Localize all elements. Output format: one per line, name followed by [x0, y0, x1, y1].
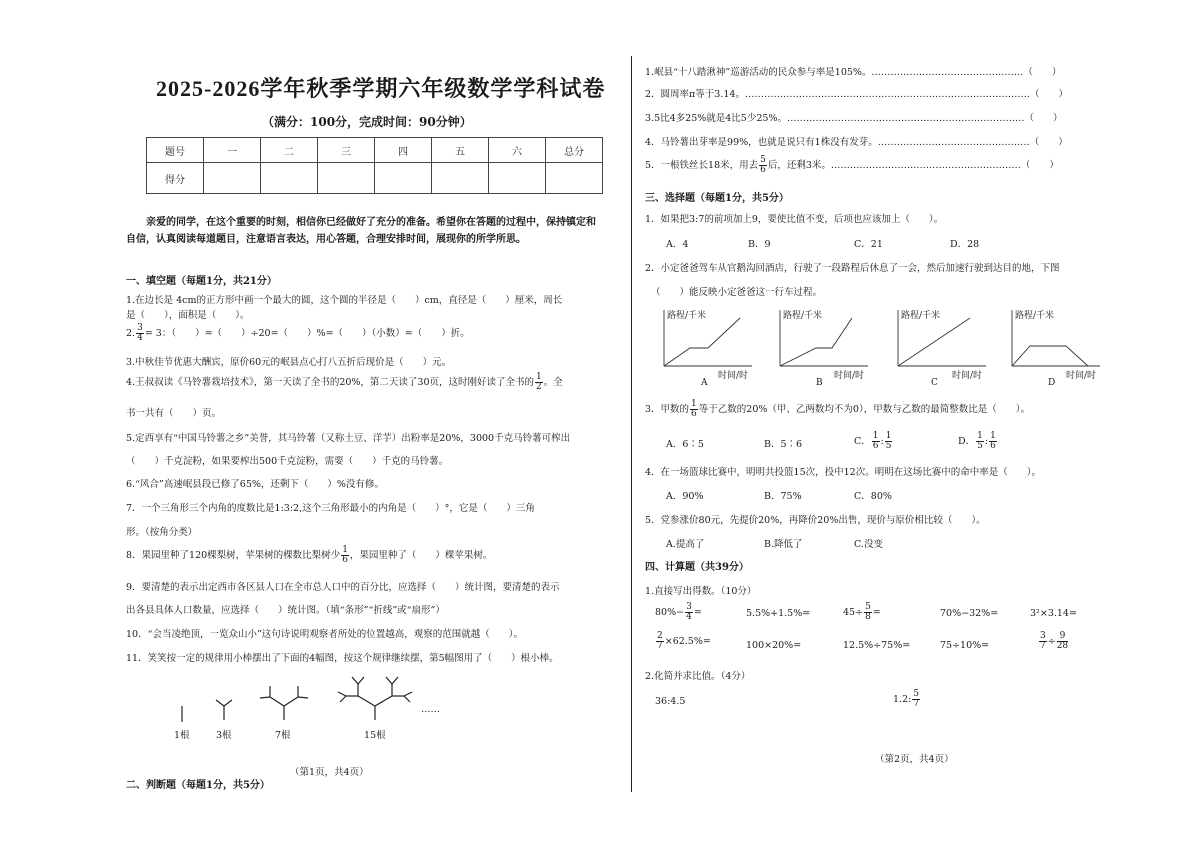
fraction: $\frac{3}{4}$	[137, 323, 143, 343]
page-divider	[631, 56, 632, 792]
question-1b: 是（ ），面积是（ ）。	[126, 310, 250, 321]
graph-c-name: C	[931, 378, 938, 388]
question-9b: 出各县具体人口数量，应选择（ ）统计图。（填“条形”“折线”或“扇形”）	[126, 605, 445, 616]
choice-3-opt-b: B．5∶6	[764, 439, 803, 450]
score-header: 三	[318, 138, 375, 163]
fraction: $\frac{5}{6}$	[760, 155, 766, 175]
stick-label-3: 7根	[275, 730, 291, 741]
fraction: $\frac{1}{2}$	[536, 372, 542, 392]
question-6: 6.“风合”高速岷县段已修了65%，还剩下（ ）%没有修。	[126, 479, 384, 490]
intro-line-2: 自信，认真阅读每道题目，注意语言表达，用心答题，合理安排时间，展现你的所学所思。	[126, 234, 526, 245]
question-2: 2. $\frac{3}{4}$ = 3：（ ）=（ ）÷20=（ ）%=（ ）（小数）=（ ）折。	[126, 323, 470, 343]
judge-3: 3.5比4多25%就是4比5少25%。…………………………………………………………………（ ）	[645, 113, 1063, 124]
score-header: 一	[204, 138, 261, 163]
score-header: 总分	[546, 138, 603, 163]
judge-2: 2．圆周率π等于3.14。………………………………………………………………………………（ ）	[645, 89, 1068, 100]
calc-10-item: $\frac{3}{7}$ ÷ $\frac{9}{28}$	[1040, 631, 1069, 651]
graph-d-xlabel: 时间/时	[1066, 371, 1097, 381]
question-9a: 9．要清楚的表示出定西市各区县人口在全市总人口中的百分比，应选择（ ）统计图，要清楚的表示	[126, 582, 560, 593]
graph-d-ylabel: 路程/千米	[1015, 311, 1055, 321]
question-5a: 5.定西享有“中国马铃薯之乡”美誉，其马铃薯（又称土豆、洋芋）出粉率是20%，3000千克马铃薯可榨出	[126, 433, 571, 444]
judge-5: 5．一根铁丝长18米，用去 $\frac{5}{6}$ 后，还剩3米。……………………………………………………（ ）	[645, 155, 1059, 175]
calc-8-item: 12.5%÷75%=	[843, 640, 911, 651]
choice-1-opt-a: A．4	[666, 239, 689, 250]
ratio-1: 36:4.5	[655, 696, 686, 707]
score-cell[interactable]	[489, 163, 546, 194]
score-header: 六	[489, 138, 546, 163]
section-choice: 三、选择题（每题1分，共5分）	[645, 193, 789, 204]
choice-3-opt-c: C． $\frac{1}{6}$ : $\frac{1}{5}$	[854, 431, 892, 451]
question-11: 11．笑笑按一定的规律用小棒摆出了下面的4幅图，按这个规律继续摆，第5幅图用了（ ）根小棒。	[126, 653, 559, 664]
section-true-false: 二、判断题（每题1分，共5分）	[126, 780, 270, 791]
score-cell[interactable]	[375, 163, 432, 194]
choice-1: 1．如果把3:7的前项加上9，要使比值不变，后项也应该加上（ ）。	[645, 214, 944, 225]
calc-7-item: 100×20%=	[746, 640, 802, 651]
calc-1-item: 80%− $\frac{3}{4}$ =	[655, 602, 702, 622]
question-7b: 形。（按角分类）	[126, 527, 198, 538]
choice-4-opt-c: C．80%	[854, 491, 892, 502]
calc-2-item: 5.5%+1.5%=	[746, 608, 811, 619]
graph-b-ylabel: 路程/千米	[783, 311, 823, 321]
question-1a: 1.在边长是 4cm的正方形中画一个最大的圆，这个圆的半径是（ ）cm，直径是（ ）厘米，周长	[126, 295, 563, 306]
page-footer-1: （第1页，共4页）	[290, 767, 369, 778]
choice-3: 3．甲数的 $\frac{1}{6}$ 等于乙数的20%（甲、乙两数均不为0），甲数与乙数的最简整数比是（ ）。	[645, 399, 1030, 419]
intro-line-1: 亲爱的同学，在这个重要的时刻，相信你已经做好了充分的准备。希望你在答题的过程中，保持镇定和	[146, 217, 596, 228]
choice-5-opt-a: A.提高了	[666, 539, 705, 550]
graph-c-xlabel: 时间/时	[952, 371, 983, 381]
section-fill-blank: 一、填空题（每题1分，共21分）	[126, 276, 277, 287]
score-row-label: 得分	[147, 163, 204, 194]
graph-a-xlabel: 时间/时	[718, 371, 749, 381]
choice-4-opt-b: B．75%	[764, 491, 802, 502]
question-4b: 书一共有（ ）页。	[126, 408, 222, 419]
score-cell[interactable]	[432, 163, 489, 194]
page-footer-2: （第2页，共4页）	[875, 754, 954, 765]
choice-5-opt-c: C.没变	[854, 539, 883, 550]
choice-3-opt-d: D． $\frac{1}{5}$ : $\frac{1}{6}$	[958, 431, 996, 451]
score-header: 四	[375, 138, 432, 163]
question-4a: 4.王叔叔读《马铃薯栽培技术》，第一天读了全书的20%，第二天读了30页，这时刚好读了全书的 $\frac{1}{2}$ 。全	[126, 372, 563, 392]
graph-a-ylabel: 路程/千米	[667, 311, 707, 321]
choice-4: 4．在一场篮球比赛中，明明共投篮15次，投中12次。明明在这场比赛中的命中率是（ ）。	[645, 467, 1041, 478]
exam-subtitle: （满分：100分，完成时间：90分钟）	[262, 115, 472, 129]
graph-c-ylabel: 路程/千米	[901, 311, 941, 321]
choice-2b: （ ）能反映小定爸爸这一行车过程。	[651, 287, 823, 298]
score-header: 五	[432, 138, 489, 163]
graph-b-xlabel: 时间/时	[834, 371, 865, 381]
stick-label-1: 1根	[174, 730, 190, 741]
score-cell[interactable]	[261, 163, 318, 194]
choice-1-opt-b: B．9	[748, 239, 771, 250]
stick-label-4: 15根	[364, 730, 386, 741]
calc-3-item: 45÷ $\frac{5}{8}$ =	[843, 602, 881, 622]
question-3: 3.中秋佳节优惠大酬宾，原价60元的岷县点心打八五折后现价是（ ）元。	[126, 357, 452, 368]
choice-3-opt-a: A．6∶5	[666, 439, 704, 450]
choice-2a: 2．小定爸爸驾车从官鹅沟回酒店，行驶了一段路程后休息了一会，然后加速行驶到达目的地，下图	[645, 263, 1060, 274]
score-cell[interactable]	[318, 163, 375, 194]
score-cell[interactable]	[204, 163, 261, 194]
calc-9-item: 75÷10%=	[940, 640, 990, 651]
calc-2-title: 2.化简并求比值。（4分）	[645, 671, 751, 682]
choice-1-opt-d: D．28	[950, 239, 980, 250]
exam-title: 2025-2026学年秋季学期六年级数学学科试卷	[156, 76, 606, 101]
score-header: 二	[261, 138, 318, 163]
calc-6-item: $\frac{2}{7}$ ×62.5%=	[657, 631, 711, 651]
question-7a: 7．一个三角形三个内角的度数比是1:3:2,这个三角形最小的内角是（ ）°，它是（ ）三角	[126, 503, 535, 514]
choice-4-opt-a: A．90%	[666, 491, 704, 502]
question-8: 8．果园里种了120棵梨树，苹果树的棵数比梨树少 $\frac{1}{6}$ ，果园里种了（ ）棵苹果树。	[126, 545, 493, 565]
choice-1-opt-c: C．21	[854, 239, 883, 250]
judge-1: 1.岷县“十八踏湫神”巡游活动的民众参与率是105%。…………………………………………（ ）	[645, 67, 1062, 78]
question-10: 10．“会当凌绝顶，一览众山小”这句诗说明观察者所处的位置越高，观察的范围就越（ ）。	[126, 629, 524, 640]
calc-1-title: 1.直接写出得数。（10分）	[645, 586, 757, 597]
score-table-score-row	[147, 163, 603, 194]
graph-a-name: A	[701, 378, 708, 388]
score-table-header-row	[147, 138, 603, 163]
stick-figures	[160, 672, 450, 724]
score-header: 题号	[147, 138, 204, 163]
calc-4-item: 70%−32%=	[940, 608, 999, 619]
stick-ellipsis: ……	[421, 704, 440, 715]
score-table	[146, 137, 603, 194]
section-calculation: 四、计算题（共39分）	[645, 562, 749, 573]
graph-d-name: D	[1048, 378, 1056, 388]
choice-5: 5．党参涨价80元，先提价20%，再降价20%出售，现价与原价相比较（ ）。	[645, 515, 986, 526]
ratio-2: 1.2: $\frac{5}{7}$	[893, 689, 920, 709]
choice-5-opt-b: B.降低了	[764, 539, 803, 550]
fraction: $\frac{1}{6}$	[342, 545, 348, 565]
calc-5-item: 3²×3.14=	[1030, 608, 1077, 619]
fraction: $\frac{1}{6}$	[691, 399, 697, 419]
graph-b-name: B	[816, 378, 823, 388]
judge-4: 4．马铃薯出芽率是99%，也就是说只有1株没有发芽。…………………………………………（ ）	[645, 137, 1068, 148]
stick-label-2: 3根	[216, 730, 232, 741]
question-5b: （ ）千克淀粉，如果要榨出500千克淀粉，需要（ ）千克的马铃薯。	[126, 456, 449, 467]
score-cell[interactable]	[546, 163, 603, 194]
